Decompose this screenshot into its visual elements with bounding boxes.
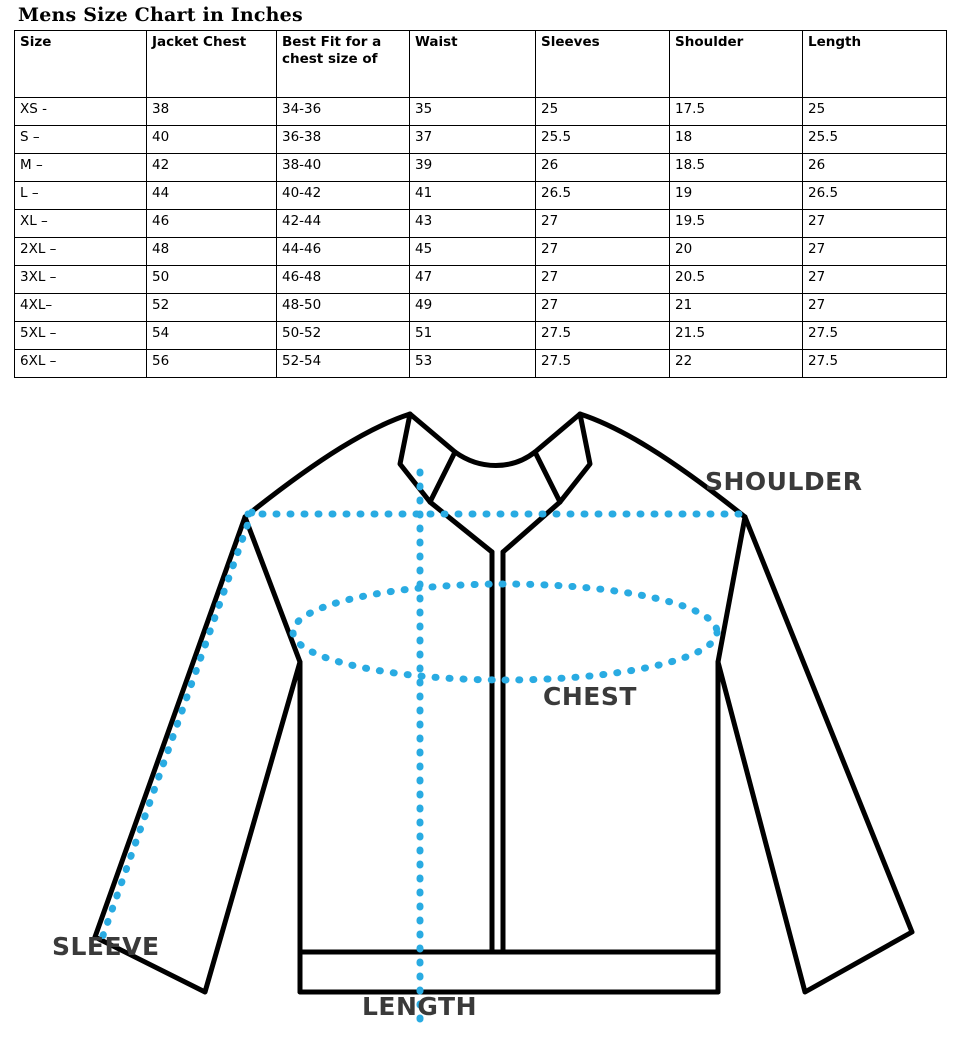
column-header-waist: Waist	[410, 31, 536, 98]
cell-best-fit: 40-42	[277, 182, 410, 210]
cell-length: 27.5	[803, 322, 947, 350]
cell-best-fit: 34-36	[277, 98, 410, 126]
left-shoulder-seam	[245, 414, 410, 517]
page-title: Mens Size Chart in Inches	[18, 4, 303, 26]
cell-shoulder: 17.5	[670, 98, 803, 126]
cell-waist: 35	[410, 98, 536, 126]
column-header-best-fit: Best Fit for a chest size of	[277, 31, 410, 98]
cell-length: 27.5	[803, 350, 947, 378]
column-header-size: Size	[15, 31, 147, 98]
cell-length: 27	[803, 294, 947, 322]
cell-length: 27	[803, 238, 947, 266]
cell-shoulder: 21.5	[670, 322, 803, 350]
cell-sleeves: 27.5	[536, 322, 670, 350]
table-row	[15, 126, 947, 154]
column-header-sleeves: Sleeves	[536, 31, 670, 98]
label-length: LENGTH	[362, 992, 477, 1021]
cell-jacket-chest: 52	[147, 294, 277, 322]
column-header-shoulder: Shoulder	[670, 31, 803, 98]
cell-best-fit: 52-54	[277, 350, 410, 378]
cell-size: 2XL –	[15, 238, 147, 266]
table-row	[15, 210, 947, 238]
cell-waist: 53	[410, 350, 536, 378]
cell-best-fit: 44-46	[277, 238, 410, 266]
collar-back	[455, 452, 535, 466]
cell-sleeves: 25	[536, 98, 670, 126]
cell-best-fit: 38-40	[277, 154, 410, 182]
cell-size: 6XL –	[15, 350, 147, 378]
cell-sleeves: 27	[536, 266, 670, 294]
cell-length: 25	[803, 98, 947, 126]
table-row	[15, 98, 947, 126]
left-sleeve-outline	[95, 517, 300, 992]
label-shoulder: SHOULDER	[705, 467, 863, 496]
cell-best-fit: 48-50	[277, 294, 410, 322]
right-collar	[535, 414, 590, 502]
cell-length: 26.5	[803, 182, 947, 210]
cell-waist: 51	[410, 322, 536, 350]
cell-best-fit: 36-38	[277, 126, 410, 154]
cell-waist: 37	[410, 126, 536, 154]
cell-sleeves: 27	[536, 294, 670, 322]
cell-jacket-chest: 54	[147, 322, 277, 350]
cell-waist: 45	[410, 238, 536, 266]
label-sleeve: SLEEVE	[52, 932, 160, 961]
right-sleeve-outline	[718, 517, 912, 992]
cell-jacket-chest: 42	[147, 154, 277, 182]
cell-jacket-chest: 38	[147, 98, 277, 126]
cell-sleeves: 26.5	[536, 182, 670, 210]
jacket-measurement-diagram	[0, 392, 960, 1052]
cell-sleeves: 27.5	[536, 350, 670, 378]
right-lapel	[503, 502, 560, 552]
cell-shoulder: 20	[670, 238, 803, 266]
size-chart-table-wrap	[14, 30, 946, 378]
cell-shoulder: 20.5	[670, 266, 803, 294]
sleeve-measure-line	[100, 512, 252, 944]
cell-jacket-chest: 40	[147, 126, 277, 154]
cell-sleeves: 25.5	[536, 126, 670, 154]
cell-length: 25.5	[803, 126, 947, 154]
cell-size: L –	[15, 182, 147, 210]
column-header-length: Length	[803, 31, 947, 98]
table-row	[15, 266, 947, 294]
cell-jacket-chest: 50	[147, 266, 277, 294]
cell-shoulder: 19	[670, 182, 803, 210]
cell-shoulder: 22	[670, 350, 803, 378]
cell-sleeves: 27	[536, 210, 670, 238]
cell-sleeves: 26	[536, 154, 670, 182]
left-lapel	[430, 502, 492, 552]
table-row	[15, 350, 947, 378]
cell-waist: 47	[410, 266, 536, 294]
cell-size: 5XL –	[15, 322, 147, 350]
cell-shoulder: 18	[670, 126, 803, 154]
cell-waist: 39	[410, 154, 536, 182]
cell-length: 27	[803, 266, 947, 294]
cell-jacket-chest: 44	[147, 182, 277, 210]
cell-size: 3XL –	[15, 266, 147, 294]
cell-best-fit: 46-48	[277, 266, 410, 294]
table-row	[15, 238, 947, 266]
cell-shoulder: 19.5	[670, 210, 803, 238]
table-header-row	[15, 31, 947, 98]
cell-size: M –	[15, 154, 147, 182]
cell-sleeves: 27	[536, 238, 670, 266]
cell-length: 26	[803, 154, 947, 182]
cell-best-fit: 50-52	[277, 322, 410, 350]
cell-jacket-chest: 48	[147, 238, 277, 266]
cell-shoulder: 21	[670, 294, 803, 322]
cell-size: S –	[15, 126, 147, 154]
right-shoulder-seam	[580, 414, 745, 517]
cell-jacket-chest: 46	[147, 210, 277, 238]
table-row	[15, 154, 947, 182]
column-header-jacket-chest: Jacket Chest	[147, 31, 277, 98]
label-chest: CHEST	[543, 682, 637, 711]
left-collar	[400, 414, 455, 502]
table-row	[15, 322, 947, 350]
cell-waist: 43	[410, 210, 536, 238]
cell-size: XS -	[15, 98, 147, 126]
cell-length: 27	[803, 210, 947, 238]
cell-shoulder: 18.5	[670, 154, 803, 182]
size-chart-table	[14, 30, 947, 378]
cell-size: 4XL–	[15, 294, 147, 322]
table-row	[15, 182, 947, 210]
cell-jacket-chest: 56	[147, 350, 277, 378]
table-row	[15, 294, 947, 322]
cell-size: XL –	[15, 210, 147, 238]
cell-best-fit: 42-44	[277, 210, 410, 238]
cell-waist: 41	[410, 182, 536, 210]
cell-waist: 49	[410, 294, 536, 322]
